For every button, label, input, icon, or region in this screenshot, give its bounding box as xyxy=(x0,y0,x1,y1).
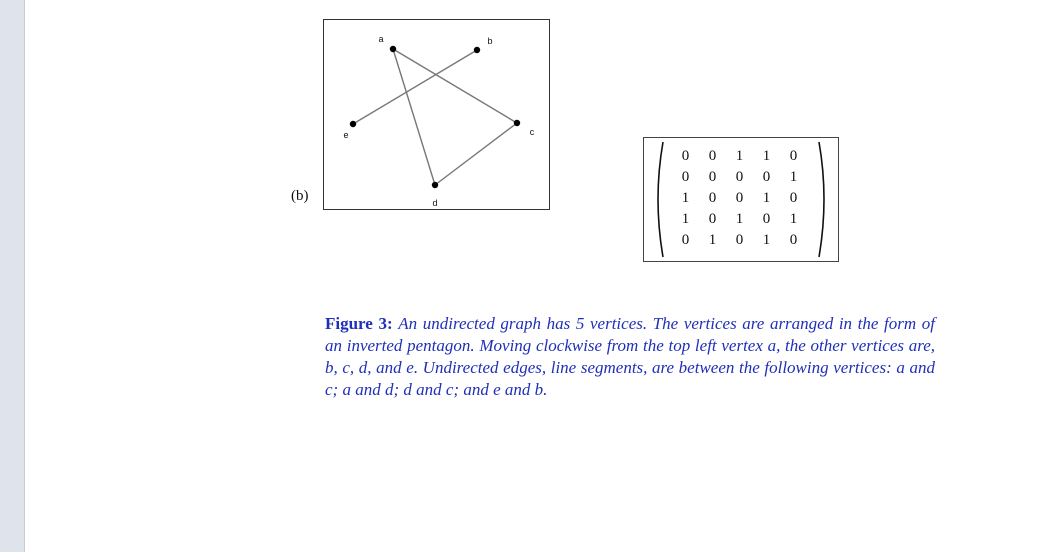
edge-a-c xyxy=(393,49,517,123)
vertex-label-b: b xyxy=(487,36,493,46)
vertex-e xyxy=(350,121,356,127)
right-parenthesis xyxy=(816,138,832,261)
matrix-cell: 0 xyxy=(762,211,771,227)
matrix-cell: 1 xyxy=(735,148,744,164)
matrix-cell: 0 xyxy=(789,190,798,206)
matrix-cell: 0 xyxy=(681,232,690,248)
matrix-cell: 0 xyxy=(762,169,771,185)
matrix-cell: 1 xyxy=(708,232,717,248)
matrix-cell: 1 xyxy=(681,190,690,206)
matrix-cell: 0 xyxy=(789,232,798,248)
graph-figure xyxy=(323,19,550,210)
vertex-c xyxy=(514,120,520,126)
matrix-cell: 0 xyxy=(735,169,744,185)
matrix-cell: 0 xyxy=(708,169,717,185)
edge-a-d xyxy=(393,49,435,185)
matrix-cell: 1 xyxy=(789,211,798,227)
matrix-cell: 1 xyxy=(762,232,771,248)
caption-text: An undirected graph has 5 vertices. The vertices are arranged in the form of an inverted pentagon. Moving clockwise from the top left vertex a, the other vertices are, b, c, d, and e. Undirected edges, line segments, are between the following vertices: a and c; a and d; d and c; and e and b. xyxy=(325,314,936,399)
matrix-cell: 0 xyxy=(681,148,690,164)
left-parenthesis xyxy=(650,138,666,261)
matrix-grid xyxy=(672,146,807,251)
matrix-cell: 1 xyxy=(789,169,798,185)
matrix-cell: 0 xyxy=(681,169,690,185)
vertex-label-a: a xyxy=(378,34,384,44)
edge-e-b xyxy=(353,50,477,124)
matrix-cell: 1 xyxy=(681,211,690,227)
matrix-cell: 0 xyxy=(708,211,717,227)
graph-canvas xyxy=(324,20,549,209)
matrix-cell: 0 xyxy=(735,232,744,248)
sidebar-strip xyxy=(0,0,25,552)
matrix-cell: 0 xyxy=(789,148,798,164)
vertex-b xyxy=(474,47,480,53)
adjacency-matrix xyxy=(643,137,839,262)
subfigure-label: (b) xyxy=(291,188,309,204)
matrix-cell: 0 xyxy=(708,148,717,164)
figure-caption xyxy=(325,313,935,401)
matrix-cell: 0 xyxy=(708,190,717,206)
matrix-cell: 1 xyxy=(762,190,771,206)
vertex-label-c: c xyxy=(529,127,535,137)
matrix-cell: 1 xyxy=(762,148,771,164)
matrix-cell: 0 xyxy=(735,190,744,206)
vertex-label-d: d xyxy=(432,198,438,208)
vertex-d xyxy=(432,182,438,188)
caption-label: Figure 3: xyxy=(325,314,393,333)
vertex-label-e: e xyxy=(343,130,349,140)
vertex-a xyxy=(390,46,396,52)
matrix-cell: 1 xyxy=(735,211,744,227)
edge-d-c xyxy=(435,123,517,185)
